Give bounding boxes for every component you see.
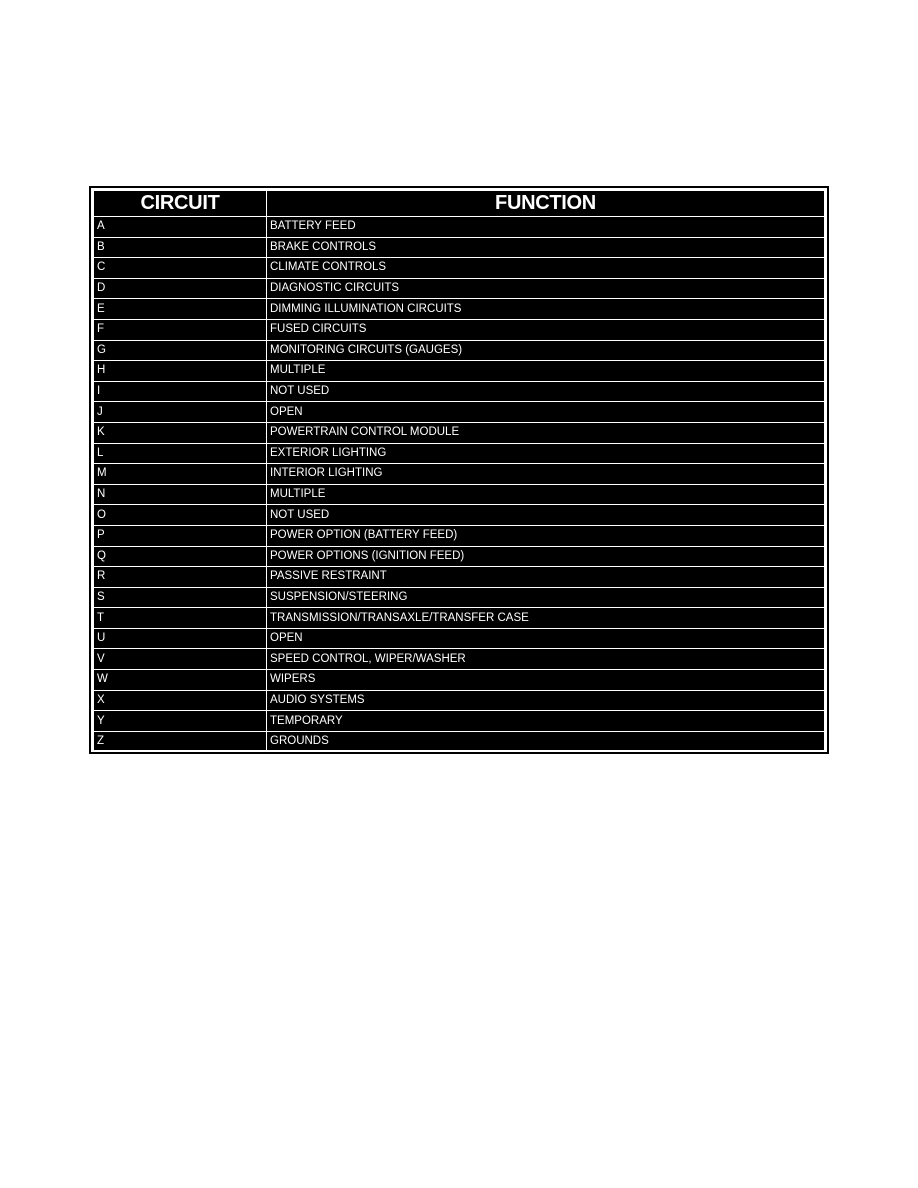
- function-description-cell: MULTIPLE: [267, 361, 825, 382]
- circuit-function-table-frame: [89, 186, 829, 754]
- function-description-cell: FUSED CIRCUITS: [267, 319, 825, 340]
- circuit-code-cell: J: [94, 402, 267, 423]
- circuit-code-cell: T: [94, 608, 267, 629]
- function-description-cell: WIPERS: [267, 670, 825, 691]
- circuit-code-cell: I: [94, 381, 267, 402]
- table-row: [94, 381, 825, 402]
- table-row: [94, 525, 825, 546]
- function-column-header: FUNCTION: [267, 191, 825, 217]
- function-description-cell: MONITORING CIRCUITS (GAUGES): [267, 340, 825, 361]
- circuit-code-cell: Y: [94, 711, 267, 732]
- table-row: [94, 340, 825, 361]
- table-row: [94, 484, 825, 505]
- circuit-code-cell: F: [94, 319, 267, 340]
- function-description-cell: PASSIVE RESTRAINT: [267, 567, 825, 588]
- circuit-code-cell: C: [94, 258, 267, 279]
- function-description-cell: POWERTRAIN CONTROL MODULE: [267, 422, 825, 443]
- function-description-cell: DIMMING ILLUMINATION CIRCUITS: [267, 299, 825, 320]
- function-description-cell: POWER OPTION (BATTERY FEED): [267, 525, 825, 546]
- function-description-cell: POWER OPTIONS (IGNITION FEED): [267, 546, 825, 567]
- circuit-code-cell: B: [94, 237, 267, 258]
- circuit-function-table-border: [91, 188, 827, 752]
- function-description-cell: BRAKE CONTROLS: [267, 237, 825, 258]
- function-description-cell: AUDIO SYSTEMS: [267, 690, 825, 711]
- circuit-code-cell: H: [94, 361, 267, 382]
- function-description-cell: INTERIOR LIGHTING: [267, 464, 825, 485]
- circuit-code-cell: N: [94, 484, 267, 505]
- circuit-code-cell: K: [94, 422, 267, 443]
- circuit-column-header: CIRCUIT: [94, 191, 267, 217]
- function-description-cell: BATTERY FEED: [267, 217, 825, 238]
- table-row: [94, 649, 825, 670]
- table-row: [94, 567, 825, 588]
- table-row: [94, 299, 825, 320]
- table-row: [94, 319, 825, 340]
- table-row: [94, 422, 825, 443]
- table-row: [94, 402, 825, 423]
- table-row: [94, 731, 825, 752]
- function-description-cell: GROUNDS: [267, 731, 825, 752]
- table-row: [94, 608, 825, 629]
- function-description-cell: TRANSMISSION/TRANSAXLE/TRANSFER CASE: [267, 608, 825, 629]
- circuit-code-cell: R: [94, 567, 267, 588]
- function-description-cell: SPEED CONTROL, WIPER/WASHER: [267, 649, 825, 670]
- circuit-code-cell: W: [94, 670, 267, 691]
- table-row: [94, 690, 825, 711]
- function-description-cell: CLIMATE CONTROLS: [267, 258, 825, 279]
- function-description-cell: NOT USED: [267, 381, 825, 402]
- table-body: [94, 217, 825, 752]
- circuit-code-cell: Z: [94, 731, 267, 752]
- circuit-code-cell: O: [94, 505, 267, 526]
- circuit-code-cell: A: [94, 217, 267, 238]
- table-row: [94, 628, 825, 649]
- table-row: [94, 278, 825, 299]
- circuit-code-cell: X: [94, 690, 267, 711]
- circuit-code-cell: E: [94, 299, 267, 320]
- circuit-code-cell: L: [94, 443, 267, 464]
- circuit-code-cell: U: [94, 628, 267, 649]
- table-row: [94, 670, 825, 691]
- circuit-code-cell: M: [94, 464, 267, 485]
- table-row: [94, 587, 825, 608]
- table-row: [94, 546, 825, 567]
- function-description-cell: NOT USED: [267, 505, 825, 526]
- circuit-function-table: [93, 190, 825, 752]
- table-row: [94, 217, 825, 238]
- circuit-code-cell: S: [94, 587, 267, 608]
- table-row: [94, 505, 825, 526]
- circuit-code-cell: D: [94, 278, 267, 299]
- function-description-cell: OPEN: [267, 628, 825, 649]
- table-row: [94, 237, 825, 258]
- circuit-code-cell: G: [94, 340, 267, 361]
- function-description-cell: DIAGNOSTIC CIRCUITS: [267, 278, 825, 299]
- table-row: [94, 464, 825, 485]
- function-description-cell: EXTERIOR LIGHTING: [267, 443, 825, 464]
- table-row: [94, 711, 825, 732]
- function-description-cell: TEMPORARY: [267, 711, 825, 732]
- function-description-cell: SUSPENSION/STEERING: [267, 587, 825, 608]
- table-row: [94, 443, 825, 464]
- table-row: [94, 258, 825, 279]
- table-row: [94, 361, 825, 382]
- function-description-cell: MULTIPLE: [267, 484, 825, 505]
- circuit-code-cell: V: [94, 649, 267, 670]
- circuit-code-cell: Q: [94, 546, 267, 567]
- table-header-row: [94, 191, 825, 217]
- function-description-cell: OPEN: [267, 402, 825, 423]
- circuit-code-cell: P: [94, 525, 267, 546]
